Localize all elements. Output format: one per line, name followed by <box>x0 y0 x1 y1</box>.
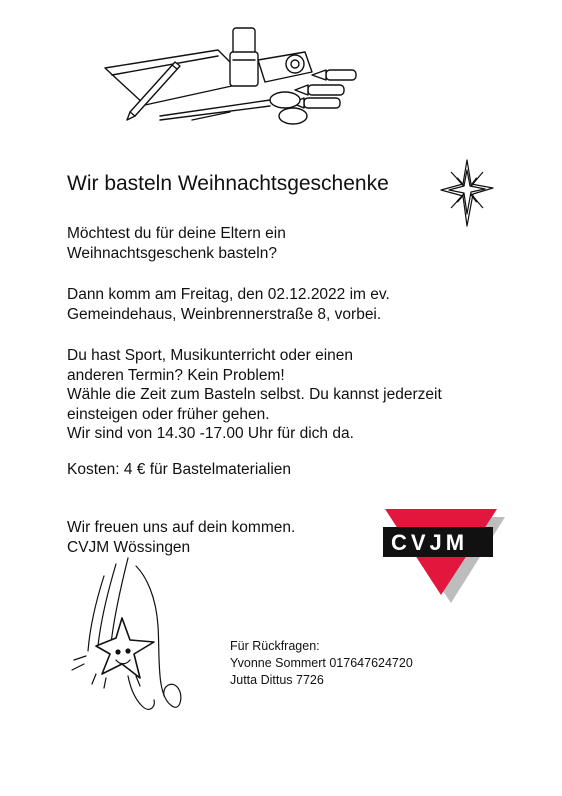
intro-line: Weihnachtsgeschenk basteln? <box>67 244 277 262</box>
cost-paragraph <box>67 460 291 480</box>
craft-supplies-icon <box>100 20 360 130</box>
star-icon <box>437 158 497 228</box>
info-paragraph <box>67 346 442 444</box>
intro-line: Möchtest du für deine Eltern ein <box>67 225 286 242</box>
info-line: anderen Termin? Kein Problem! <box>67 366 285 384</box>
closing-signature: CVJM Wössingen <box>67 538 191 556</box>
info-line: Du hast Sport, Musikunterricht oder einen <box>67 347 354 364</box>
intro-paragraph <box>67 224 286 263</box>
date-paragraph <box>67 285 390 324</box>
info-line: einsteigen oder früher gehen. <box>67 405 270 423</box>
cvjm-logo-icon <box>383 505 508 605</box>
cost-line: Kosten: 4 € für Bastelmaterialien <box>67 461 292 478</box>
falling-star-icon <box>66 556 196 726</box>
contact-person: Yvonne Sommert 017647624720 <box>230 656 413 670</box>
info-line: Wir sind von 14.30 -17.00 Uhr für dich da. <box>67 425 354 442</box>
contact-heading: Für Rückfragen: <box>230 639 320 653</box>
date-line: Dann komm am Freitag, den 02.12.2022 im ev. <box>67 286 390 303</box>
closing-line: Wir freuen uns auf dein kommen. <box>67 519 296 536</box>
contact-person: Jutta Dittus 7726 <box>230 673 324 687</box>
page-title: Wir basteln Weihnachtsgeschenke <box>67 172 389 195</box>
date-line: Gemeindehaus, Weinbrennerstraße 8, vorbei. <box>67 305 382 323</box>
contact-block <box>230 638 413 689</box>
info-line: Wähle die Zeit zum Basteln selbst. Du kannst jederzeit <box>67 386 442 403</box>
logo-text: CVJM <box>391 530 469 555</box>
closing-paragraph <box>67 518 295 557</box>
